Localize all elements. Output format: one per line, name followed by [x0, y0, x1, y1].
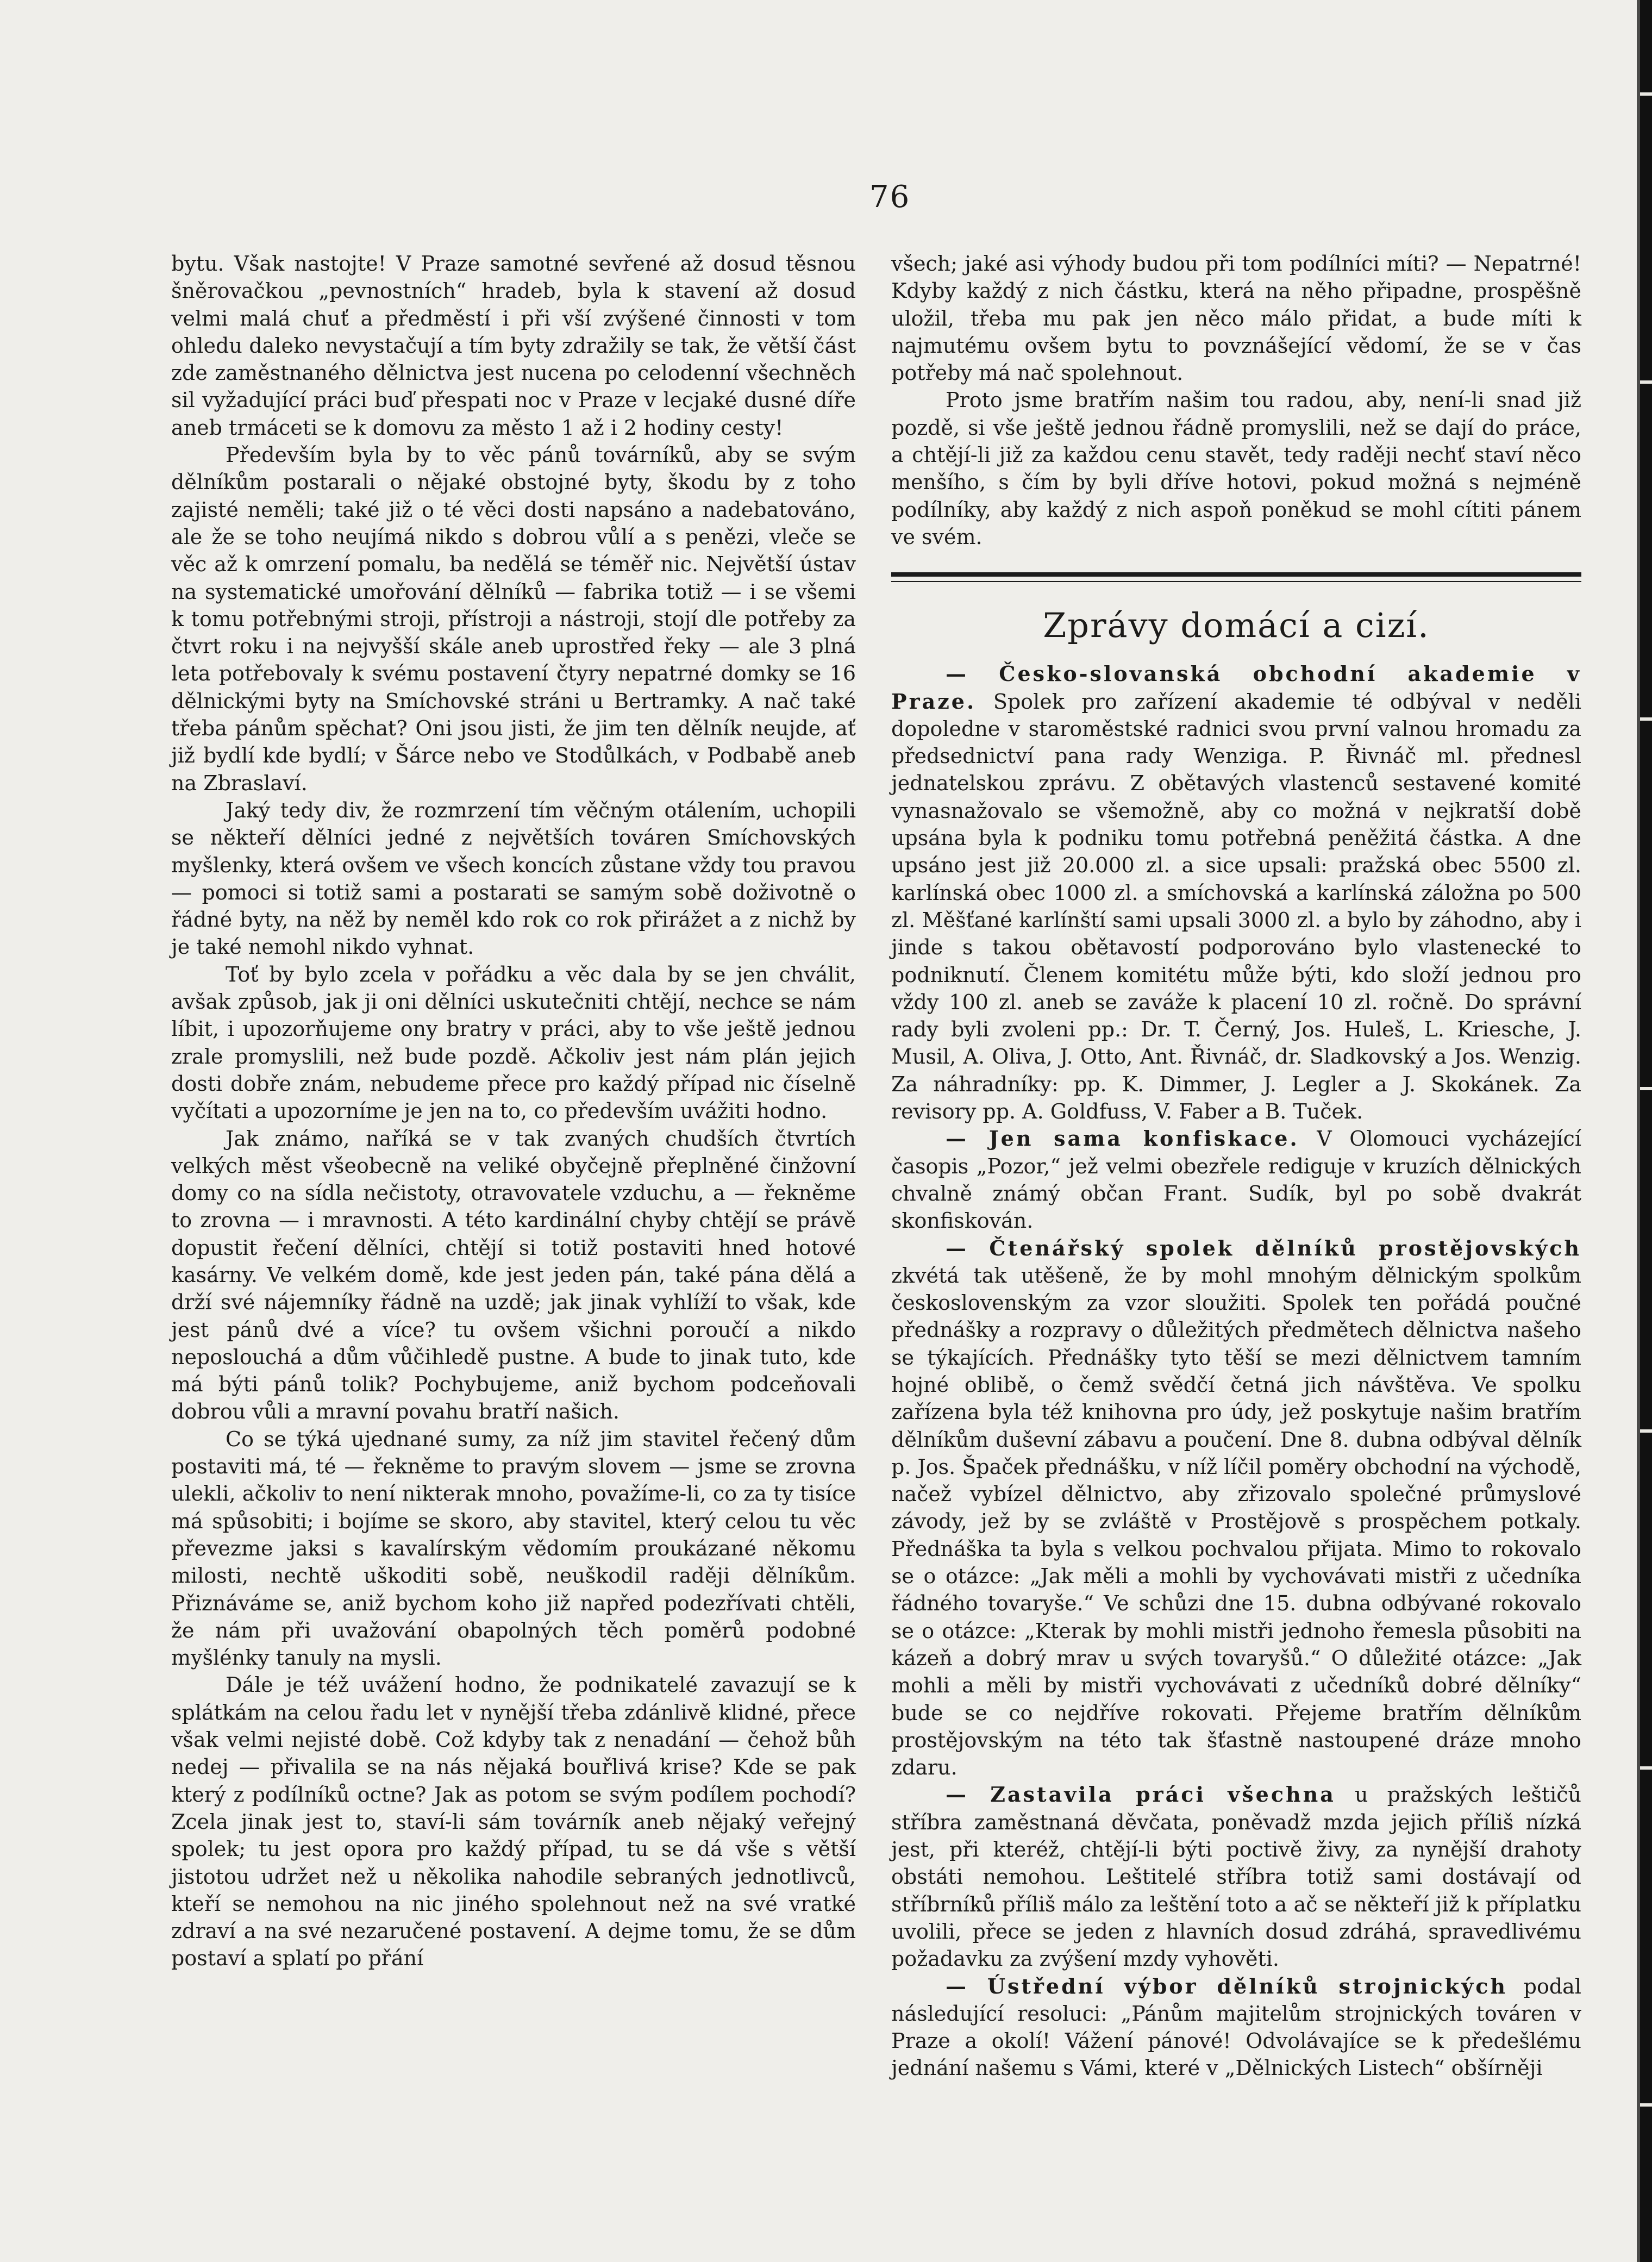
news-lead: — Česko-slovanská obchodní akademie v Praze.	[891, 661, 1581, 714]
news-lead: — Čtenářský spolek dělníků prostějovských	[946, 1235, 1581, 1260]
paragraph: Jaký tedy div, že rozmrzení tím věčným otálením, uchopili se někteří dělníci jedné z největších továren Smíchovských myšlenky, která ovšem ve všech koncích zůstane vždy tou pravou — pomoci si totiž sami a postarati se samým sobě doživotně o řádné byty, na něž by neměl kdo rok co rok přirážet a z nichž by je také nemohl nikdo vyhnat.	[171, 798, 856, 959]
paragraph: Především byla by to věc pánů továrníků, aby se svým dělníkům postarali o nějaké obstojné byty, škodu by z toho zajisté neměli; také již o té věci dosti napsáno a nadebatováno, ale že se toho neujímá nikdo s dobrou vůlí a s penězi, vleče se věc až k omrzení pomalu, ba nedělá se téměř nic. Největší ústav na systematické umořování dělníků — fabrika totiž — i se všemi k tomu potřebnými stroji, přístroji a nástroji, stojí dle potřeby za čtvrt roku i na nejvyšší skále aneb uprostřed řeky — ale 3 plná leta potřebovaly k svému postavení čtyry nepatrné domky se 16 dělnickými byty na Smíchovské stráni u Bertramky. A nač také třeba pánům spěchat? Oni jsou jisti, že jim ten dělník neujde, ať již bydlí kde bydlí; v Šárce nebo ve Stodůlkách, v Podbabě aneb na Zbraslaví.	[171, 443, 856, 795]
left-column	[171, 250, 856, 1972]
news-item	[891, 1781, 1581, 1972]
news-item	[891, 1973, 1581, 2082]
news-lead: — Jen sama konfiskace.	[946, 1126, 1299, 1151]
news-lead: — Zastavila práci všechna	[946, 1782, 1336, 1807]
scan-frame-border	[1640, 0, 1652, 2262]
scan-frame-tick	[1640, 2103, 1652, 2107]
paragraph: Co se týká ujednané sumy, za níž jim stavitel řečený dům postaviti má, té — řekněme to pravým slovem — jsme se zrovna ulekli, ačkoliv to není nikterak mnoho, považíme-li, co za ty tisíce má spůsobiti; i bojíme se skoro, aby stavitel, který celou tu věc převezme jaksi s kavalírským vědomím proukázané někomu milosti, nechtě uškoditi sobě, neuškodil raději dělníkům. Přiznáváme se, aniž bychom koho již napřed podezřívati chtěli, že nám při uvažování obapolných těch poměrů podobné myšlénky tanuly na mysli.	[171, 1427, 856, 1670]
news-item	[891, 1125, 1581, 1234]
section-divider	[891, 572, 1581, 577]
news-text: u pražských leštičů stříbra zaměstnaná děvčata, poněvadž mzda jejich příliš nízká jest, při kteréž, chtějí-li býti poctivě živy, za nynější drahoty obstáti nemohou. Leštitelé stříbra totiž sami dostávají od stříbrníků příliš málo za leštění toto a ač se někteří již k příplatku uvolili, přece se jeden z hlavních dosud zdráhá, spravedlivému požadavku za zvýšení mzdy vyhověti.	[891, 1783, 1581, 1971]
news-item	[891, 660, 1581, 1125]
news-lead: — Ústřední výbor dělníků strojnických	[946, 1973, 1507, 1998]
paragraph: Proto jsme bratřím našim tou radou, aby, není-li snad již pozdě, si vše ještě jednou řádně promyslili, než se dají do práce, a chtějí-li již za každou cenu stavět, tedy raději nechť staví něco menšího, s čím by byli dříve hotovi, pokud možná s nejméně podílníky, aby každý z nich aspoň poněkud se mohl cítiti pánem ve svém.	[891, 388, 1581, 549]
paragraph: Toť by bylo zcela v pořádku a věc dala by se jen chválit, avšak způsob, jak ji oni dělníci uskutečniti chtějí, nechce se nám líbit, i upozorňujeme ony bratry v práci, aby to vše ještě jednou zrale promyslili, než bude pozdě. Ačkoliv jest nám plán jejich dosti dobře znám, nebudeme přece pro každý případ nic číselně vyčítati a upozorníme je jen na to, co především uvážiti hodno.	[171, 962, 856, 1123]
paragraph: Dále je též uvážení hodno, že podnikatelé zavazují se k splátkám na celou řadu let v nynější třeba zdánlivě klidné, přece však velmi nejisté době. Což kdyby tak z nenadání — čehož bůh nedej — přivalila se na nás nějaká bouřlivá krise? Kde se pak který z podílníků octne? Jak as potom se svým podílem pochodí? Zcela jinak jest to, staví-li sám továrník aneb nějaký veřejný spolek; tu jest opora pro každý případ, tu se dá vše s větší jistotou udržet než u několika nahodile sebraných jednotlivců, kteří se nemohou na nic jiného spolehnout než na své vratké zdraví a na své nezaručené postavení. A dejme tomu, že se dům postaví a splatí po přání	[171, 1673, 856, 1971]
news-text: podal následující resoluci: „Pánům majitelům strojnických továren v Praze a okolí! Vážení pánové! Odvolávajíce se k předešlému jednání našemu s Vámi, které v „Dělnických Listech“ obšírněji	[891, 1974, 1581, 2080]
news-text: V Olomouci vycházející časopis „Pozor,“ jež velmi obezřele rediguje v kruzích dělnických chvalně známý občan Frant. Sudík, byl po sobě dvakrát skonfiskován.	[891, 1127, 1581, 1233]
paragraph: bytu. Však nastojte! V Praze samotné sevřené až dosud těsnou šněrovačkou „pevnostních“ hradeb, byla k stavení až dosud velmi malá chuť a předměstí i při vší zvýšené činnosti v tom ohledu daleko nevystačují a tím byty zdražily se tak, že větší část zde zaměstnaného dělnictva jest nucena po celodenní všechněch sil vyžadující práci buď přespati noc v Praze v lecjaké dusné díře aneb trmáceti se k domovu za město 1 až i 2 hodiny cesty!	[171, 252, 856, 440]
section-divider-thin	[891, 581, 1581, 582]
scan-frame-tick	[1640, 1429, 1652, 1433]
scan-frame-tick	[1640, 717, 1652, 721]
news-item	[891, 1235, 1581, 1782]
scan-frame-tick	[1640, 92, 1652, 96]
page-number: 76	[869, 179, 911, 215]
right-column	[891, 250, 1581, 2082]
paragraph: Jak známo, naříká se v tak zvaných chudších čtvrtích velkých měst všeobecně na veliké obyčejně přeplněné činžovní domy co na sídla nečistoty, otravovatele vzduchu, a — řekněme to zrovna — i mravnosti. A této kardinální chyby chtějí se právě dopustit řečení dělníci, chtějí si totiž postaviti hned hotové kasárny. Ve velkém domě, kde jest jeden pán, také pána dělá a drží své nájemníky řádně na uzdě; jak jinak vyhlíží to však, kde jest pánů dvé a více? tu ovšem všichni poroučí a nikdo neposlouchá a dům vůčihledě pustne. A bude to jinak tuto, kde má býti pánů tolik? Pochybujeme, aniž bychom podceňovali dobrou vůli a mravní povahu bratří našich.	[171, 1126, 856, 1424]
paragraph: všech; jaké asi výhody budou při tom podílníci míti? — Nepatrné! Kdyby každý z nich částku, která na něho připadne, prospěšně uložil, třeba mu pak jen něco málo přidat, a bude míti k najmutému ovšem bytu to povznášející vědomí, že se v čas potřeby má nač spolehnout.	[891, 252, 1581, 385]
section-title: Zprávy domácí a cizí.	[1043, 605, 1430, 646]
scan-frame-tick	[1640, 1766, 1652, 1770]
scan-frame-tick	[1640, 380, 1652, 384]
news-text: zkvétá tak utěšeně, že by mohl mnohým dělnickým spolkům československým za vzor sloužiti. Spolek ten pořádá poučné přednášky a rozpravy o důležitých předmětech dělnictva našeho se týkajících. Přednášky tyto těší se mezi dělnictvem tamním hojné oblibě, o čemž svědčí četná jich návštěva. Ve spolku zařízena byla též knihovna pro údy, jež poskytuje našim bratřím dělníkům duševní zábavu a poučení. Dne 8. dubna odbýval dělník p. Jos. Špaček přednášku, v níž líčil poměry obchodní na východě, načež vybízel dělnictvo, aby zřizovalo společné průmyslové závody, jež by se zvláště v Prostějově s prospěchem potkaly. Přednáška ta byla s velkou pochvalou přijata. Mimo to rokovalo se o otázce: „Jak měli a mohli by vychovávati mistři z učedníka řádného tovaryše.“ Ve schůzi dne 15. dubna odbývané rokovalo se o otázce: „Kterak by mohli mistři jednoho řemesla působiti na kázeň a dobrý mrav u svých tovaryšů.“ O důležité otázce: „Jak mohli a měli by mistři vychovávati z učedníků dobré dělníky“ bude se co nejdříve rokovati. Přejeme bratřím dělníkům prostějovským na této tak šťastně nastoupené dráze mnoho zdaru.	[891, 1263, 1581, 1780]
scan-frame-tick	[1640, 1087, 1652, 1090]
news-text: Spolek pro zařízení akademie té odbýval v neděli dopoledne v staroměstské radnici svou první valnou hromadu za předsednictví pana rady Wenziga. P. Řivnáč ml. přednesl jednatelskou zprávu. Z obětavých vlastenců sestavené komité vynasnažovalo se všemožně, aby co možná v nejkratší době upsána byla k podniku tomu potřebná peněžitá částka. A dne upsáno jest již 20.000 zl. a sice upsali: pražská obec 5500 zl. karlínská obec 1000 zl. a smíchovská a karlínská záložna po 500 zl. Měšťané karlínští sami upsali 3000 zl. a bylo by záhodno, aby i jinde s takou obětavostí podporováno bylo vlastenecké to podniknutí. Členem komitétu může býti, kdo složí jednou pro vždy 100 zl. aneb se zaváže k placení 10 zl. ročně. Do správní rady byli zvoleni pp.: Dr. T. Černý, Jos. Huleš, L. Kriesche, J. Musil, A. Oliva, J. Otto, Ant. Řivnáč, dr. Sladkovský a Jos. Wenzig. Za náhradníky: pp. K. Dimmer, J. Legler a J. Skokánek. Za revisory pp. A. Goldfuss, V. Faber a B. Tuček.	[891, 689, 1581, 1124]
